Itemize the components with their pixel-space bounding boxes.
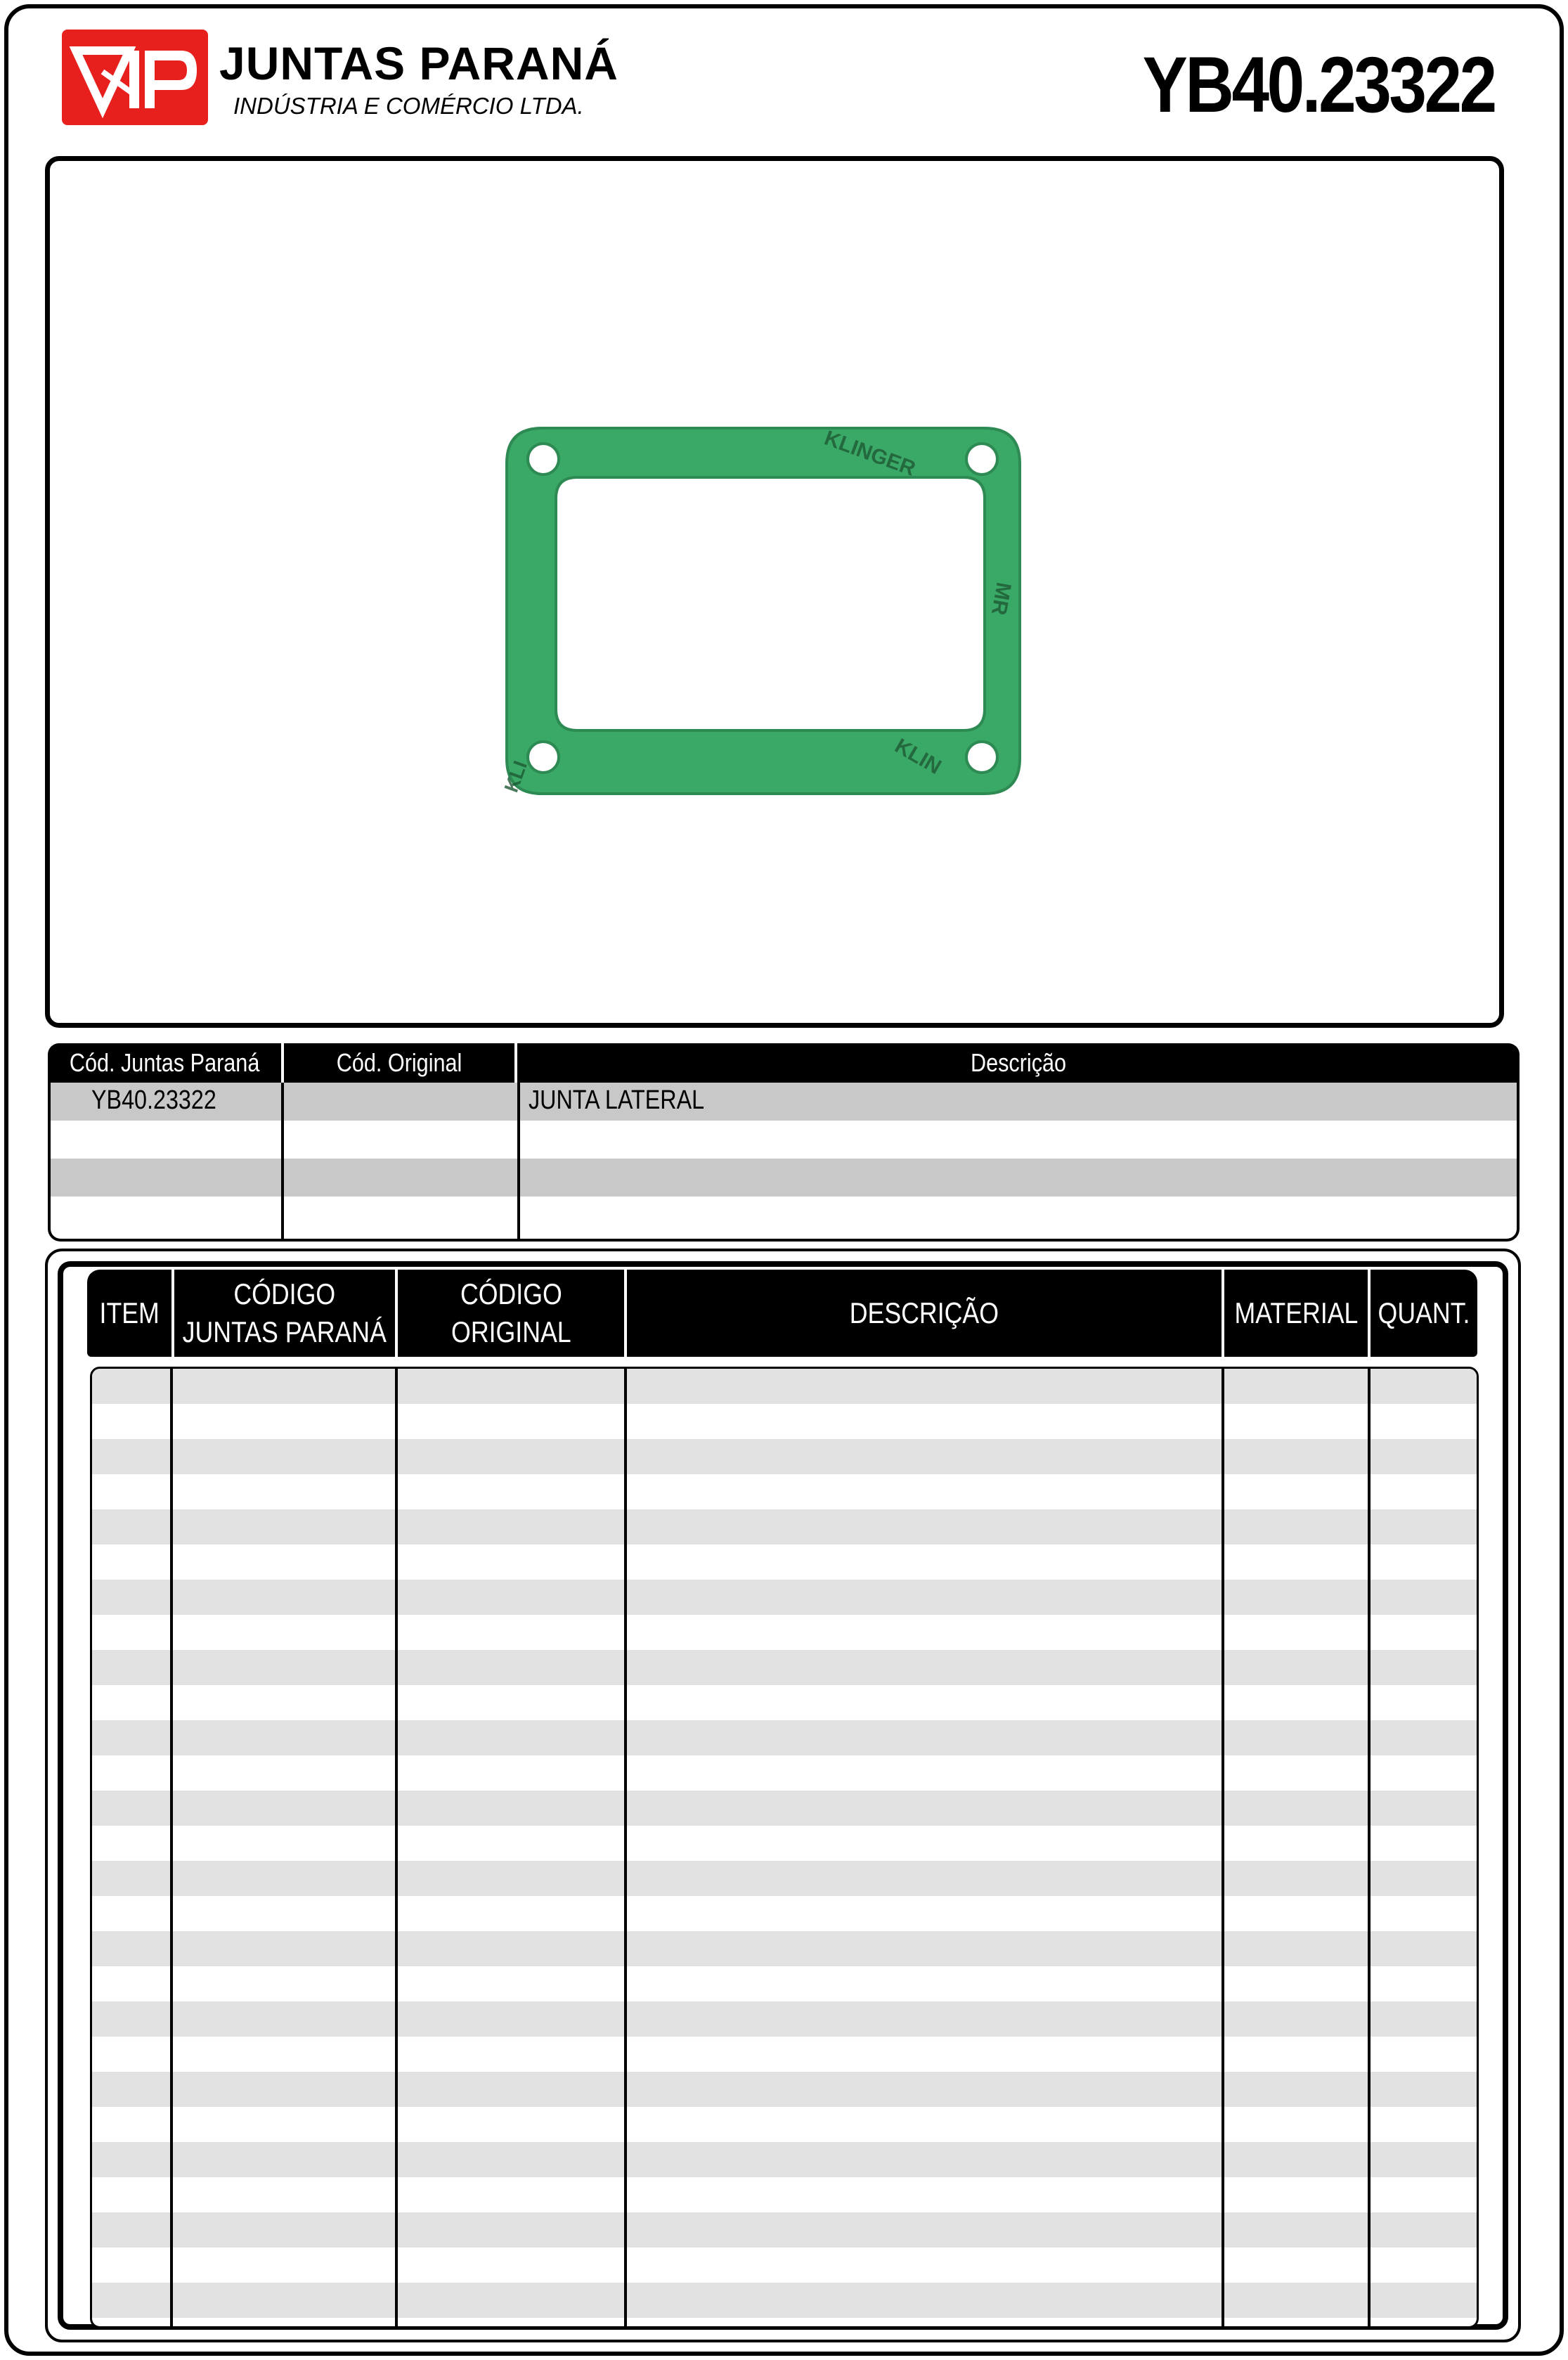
col-header-original-code: CÓDIGO ORIGINAL: [451, 1277, 571, 1348]
info-divider: [281, 1083, 284, 1239]
list-row-stripe: [92, 1439, 1477, 1474]
info-header-original: Cód. Original: [284, 1043, 514, 1083]
list-divider: [170, 1367, 173, 2328]
brand-name: JUNTAS PARANÁ: [219, 37, 618, 89]
product-image-frame: [45, 156, 1504, 1028]
product-info-table: [48, 1043, 1520, 1242]
gasket-image: [500, 400, 1048, 822]
brand-subtitle: INDÚSTRIA E COMÉRCIO LTDA.: [233, 93, 584, 119]
parts-list-body: [90, 1367, 1479, 2328]
list-row-stripe: [92, 2283, 1477, 2318]
svg-text:KLINGER: KLINGER: [821, 426, 919, 481]
info-cell-description: JUNTA LATERAL: [529, 1085, 705, 1115]
info-header-description: Descrição: [517, 1043, 1520, 1083]
list-row-stripe: [92, 1369, 1477, 1404]
info-divider: [517, 1083, 520, 1239]
info-row: [51, 1159, 1517, 1197]
list-row-stripe: [92, 2142, 1477, 2177]
list-divider: [1368, 1367, 1371, 2328]
company-logo: [62, 30, 208, 125]
list-row-stripe: [92, 1720, 1477, 1755]
info-header-code: Cód. Juntas Paraná: [48, 1043, 281, 1083]
info-row: [51, 1083, 1517, 1121]
col-header-item: ITEM: [99, 1296, 160, 1329]
list-row-stripe: [92, 1580, 1477, 1615]
list-row-stripe: [92, 1861, 1477, 1896]
col-header-description: DESCRIÇÃO: [849, 1296, 999, 1329]
list-row-stripe: [92, 2001, 1477, 2037]
svg-text:KLIN: KLIN: [890, 734, 945, 780]
list-divider: [1222, 1367, 1224, 2328]
list-row-stripe: [92, 1509, 1477, 1545]
list-row-stripe: [92, 2212, 1477, 2248]
info-row: [51, 1197, 1517, 1234]
col-header-quantity: QUANT.: [1378, 1296, 1470, 1329]
jp-logo-mark: [62, 30, 208, 125]
svg-text:KLI: KLI: [500, 758, 532, 796]
part-code: YB40.23322: [1142, 41, 1495, 129]
list-divider: [395, 1367, 398, 2328]
svg-text:MR: MR: [987, 580, 1016, 617]
list-divider: [624, 1367, 627, 2328]
col-header-jp-code: CÓDIGO JUNTAS PARANÁ: [182, 1277, 387, 1348]
info-row: [51, 1121, 1517, 1159]
list-row-stripe: [92, 1791, 1477, 1826]
list-row-stripe: [92, 1650, 1477, 1685]
list-row-stripe: [92, 1931, 1477, 1966]
info-cell-code: YB40.23322: [91, 1085, 216, 1115]
info-table-body: [48, 1083, 1520, 1242]
col-header-material: MATERIAL: [1234, 1296, 1358, 1329]
list-row-stripe: [92, 2072, 1477, 2107]
